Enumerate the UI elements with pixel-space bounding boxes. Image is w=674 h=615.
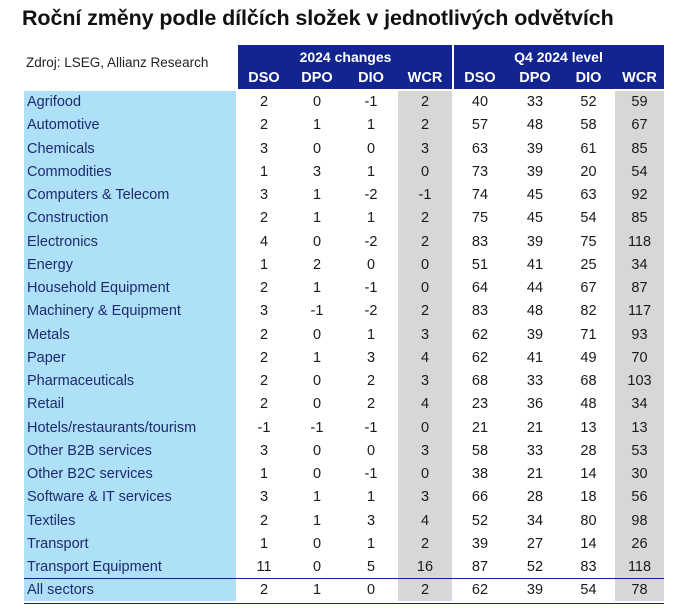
cell-wcr-level: 53 (631, 442, 648, 459)
total-row (0, 579, 674, 602)
cell-dso-change: 3 (259, 442, 269, 459)
cell-dpo-level: 39 (526, 140, 544, 157)
cell-dso-change: -1 (257, 419, 271, 436)
column-header-dpo-change: DPO (301, 70, 333, 86)
cell-dpo-level: 39 (526, 163, 544, 180)
cell-wcr-level: 118 (627, 559, 652, 575)
cell-dso-level: 87 (471, 559, 489, 575)
cell-dpo-change: -1 (310, 419, 324, 436)
cell-dso-change: 1 (259, 466, 269, 482)
table-row (0, 207, 674, 230)
cell-dso-change: 2 (259, 280, 269, 296)
cell-dpo-level: 39 (526, 233, 544, 250)
cell-dpo-level: 45 (526, 210, 544, 227)
cell-wcr-level: 34 (631, 256, 648, 273)
cell-dso-level: 83 (471, 233, 489, 250)
cell-dpo-change: -1 (310, 303, 324, 320)
cell-wcr-level: 30 (631, 466, 648, 482)
cell-dio-level: 63 (580, 187, 597, 203)
cell-wcr-change: 2 (420, 117, 430, 134)
table-row (0, 254, 674, 277)
cell-wcr-change: 0 (420, 256, 430, 273)
table-row (0, 161, 674, 184)
cell-dio-level: 13 (580, 419, 597, 436)
cell-dso-change: 2 (259, 373, 269, 389)
table-row (0, 440, 674, 463)
cell-wcr-change: 2 (420, 535, 430, 552)
cell-dio-change: -1 (364, 94, 378, 110)
cell-dso-change: 3 (259, 489, 269, 506)
cell-dio-level: 18 (580, 489, 597, 506)
total-separator-line (24, 578, 664, 579)
table-row (0, 556, 674, 579)
cell-wcr-level: 13 (631, 419, 648, 436)
cell-dpo-change: 0 (312, 559, 322, 575)
cell-dio-change: 1 (366, 210, 376, 227)
cell-wcr-level: 54 (631, 163, 648, 180)
column-header-dpo-level: DPO (519, 70, 551, 86)
cell-dio-change: 1 (366, 535, 376, 552)
cell-dso-level: 40 (471, 94, 489, 110)
cell-dio-level: 58 (580, 117, 597, 134)
sector-name: Software & IT services (27, 489, 172, 506)
cell-wcr-change: 4 (420, 512, 430, 529)
table-row (0, 510, 674, 533)
sector-name: Retail (27, 396, 65, 413)
cell-wcr-change: 16 (416, 559, 434, 575)
cell-dpo-level: 44 (526, 280, 544, 296)
cell-dpo-change: 0 (312, 396, 322, 413)
cell-dso-change: 1 (259, 535, 269, 552)
cell-dso-change: 3 (259, 187, 269, 203)
cell-dio-change: 5 (366, 559, 376, 575)
table-row (0, 417, 674, 440)
table-row (0, 277, 674, 300)
cell-dpo-level: 21 (526, 419, 544, 436)
cell-dio-change: 0 (366, 256, 376, 273)
cell-dpo-level: 39 (526, 582, 544, 599)
cell-dpo-level: 45 (526, 187, 544, 203)
table-row (0, 324, 674, 347)
cell-dso-change: 2 (259, 512, 269, 529)
cell-dpo-change: 0 (312, 442, 322, 459)
cell-wcr-change: 3 (420, 489, 430, 506)
cell-dio-change: -2 (364, 303, 378, 320)
cell-dpo-change: 1 (312, 187, 322, 203)
cell-dpo-change: 0 (312, 233, 322, 250)
cell-dio-change: 2 (366, 396, 376, 413)
cell-dso-level: 68 (471, 373, 489, 389)
column-header-wcr-change: WCR (407, 70, 443, 86)
cell-dpo-change: 1 (312, 280, 322, 296)
column-header-dio-level: DIO (575, 70, 602, 86)
cell-dpo-level: 36 (526, 396, 544, 413)
cell-dpo-level: 41 (526, 256, 544, 273)
cell-wcr-level: 34 (631, 396, 648, 413)
cell-dio-level: 14 (580, 535, 597, 552)
sector-name: Agrifood (27, 94, 82, 110)
column-header-wcr-level: WCR (622, 70, 657, 86)
cell-dpo-change: 3 (312, 163, 322, 180)
table-row (0, 393, 674, 416)
cell-dso-level: 52 (471, 512, 489, 529)
cell-wcr-level: 98 (631, 512, 648, 529)
table-row (0, 533, 674, 556)
cell-dpo-level: 48 (526, 117, 544, 134)
sector-name: Textiles (27, 512, 76, 529)
cell-dpo-change: 1 (312, 210, 322, 227)
cell-dso-level: 21 (471, 419, 489, 436)
cell-dio-change: -2 (364, 233, 378, 250)
cell-wcr-level: 103 (627, 373, 652, 389)
cell-dso-level: 63 (471, 140, 489, 157)
cell-dpo-level: 27 (526, 535, 544, 552)
table-row (0, 463, 674, 486)
cell-wcr-change: 0 (420, 163, 430, 180)
table-row (0, 91, 674, 114)
cell-dso-level: 73 (471, 163, 489, 180)
cell-wcr-change: 2 (420, 582, 430, 599)
sector-name: Transport Equipment (27, 559, 162, 575)
cell-wcr-level: 59 (631, 94, 648, 110)
cell-dio-level: 75 (580, 233, 597, 250)
column-header-dso-level: DSO (464, 70, 496, 86)
cell-wcr-level: 117 (627, 303, 652, 320)
sector-name: Pharmaceuticals (27, 373, 135, 389)
cell-dio-change: -1 (364, 280, 378, 296)
cell-dio-level: 67 (580, 280, 597, 296)
cell-dio-change: 0 (366, 582, 376, 599)
cell-wcr-level: 78 (631, 582, 648, 599)
cell-dpo-level: 33 (526, 442, 544, 459)
sector-name: Other B2C services (27, 466, 153, 482)
cell-dso-level: 39 (471, 535, 489, 552)
table-row (0, 231, 674, 254)
cell-wcr-change: 0 (420, 419, 430, 436)
cell-dso-change: 2 (259, 396, 269, 413)
cell-dpo-level: 52 (526, 559, 544, 575)
cell-dio-change: 3 (366, 512, 376, 529)
cell-dio-change: 1 (366, 489, 376, 506)
cell-dpo-change: 1 (312, 117, 322, 134)
sector-name: Household Equipment (27, 280, 170, 296)
cell-dio-change: -1 (364, 419, 378, 436)
sector-name: Construction (27, 210, 109, 227)
cell-dpo-level: 33 (526, 373, 544, 389)
cell-dio-change: 0 (366, 140, 376, 157)
cell-dpo-change: 0 (312, 326, 322, 343)
cell-dio-level: 14 (580, 466, 597, 482)
cell-dso-level: 38 (471, 466, 489, 482)
cell-wcr-level: 87 (631, 280, 648, 296)
cell-dso-change: 2 (259, 326, 269, 343)
table-row (0, 300, 674, 323)
cell-dio-change: 2 (366, 373, 376, 389)
cell-dso-level: 51 (471, 256, 489, 273)
cell-dio-level: 68 (580, 373, 597, 389)
cell-dpo-change: 0 (312, 94, 322, 110)
cell-dio-level: 28 (580, 442, 597, 459)
cell-dso-level: 23 (471, 396, 489, 413)
cell-wcr-level: 93 (631, 326, 648, 343)
column-header-dso-change: DSO (248, 70, 280, 86)
cell-dso-level: 75 (471, 210, 489, 227)
sector-name: Hotels/restaurants/tourism (27, 419, 197, 436)
table-row (0, 184, 674, 207)
cell-wcr-change: -1 (418, 187, 432, 203)
cell-dpo-change: 1 (312, 349, 322, 366)
cell-dio-level: 61 (580, 140, 597, 157)
cell-wcr-change: 4 (420, 349, 430, 366)
cell-wcr-change: 2 (420, 94, 430, 110)
cell-wcr-level: 85 (631, 210, 648, 227)
cell-dpo-change: 0 (312, 535, 322, 552)
cell-wcr-change: 0 (420, 280, 430, 296)
cell-dso-change: 1 (259, 163, 269, 180)
cell-dpo-change: 0 (312, 466, 322, 482)
table-row (0, 486, 674, 509)
cell-dpo-change: 1 (312, 582, 322, 599)
cell-dpo-level: 41 (526, 349, 544, 366)
cell-dpo-change: 0 (312, 373, 322, 389)
cell-wcr-change: 0 (420, 466, 430, 482)
cell-dso-change: 3 (259, 303, 269, 320)
cell-dpo-level: 39 (526, 326, 544, 343)
cell-dpo-change: 1 (312, 512, 322, 529)
cell-dio-level: 52 (580, 94, 597, 110)
sector-name: Metals (27, 326, 70, 343)
table-row (0, 138, 674, 161)
cell-dio-change: 3 (366, 349, 376, 366)
cell-dio-level: 82 (580, 303, 597, 320)
sector-name: Other B2B services (27, 442, 152, 459)
cell-dso-change: 2 (259, 349, 269, 366)
cell-dio-change: 1 (366, 117, 376, 134)
cell-wcr-level: 85 (631, 140, 648, 157)
cell-dso-level: 74 (471, 187, 489, 203)
cell-wcr-change: 2 (420, 210, 430, 227)
cell-dio-level: 48 (580, 396, 597, 413)
cell-dio-level: 25 (580, 256, 597, 273)
cell-dio-level: 71 (580, 326, 597, 343)
cell-dio-change: -2 (364, 187, 378, 203)
cell-dso-change: 11 (256, 559, 272, 575)
sector-name: Chemicals (27, 140, 95, 157)
cell-dio-level: 54 (580, 582, 597, 599)
cell-wcr-level: 56 (631, 489, 648, 506)
cell-dpo-change: 1 (312, 489, 322, 506)
cell-wcr-change: 4 (420, 396, 430, 413)
cell-dio-level: 54 (580, 210, 597, 227)
group-header-changes: 2024 changes (299, 49, 392, 65)
table-row (0, 370, 674, 393)
cell-wcr-level: 118 (627, 233, 652, 250)
cell-wcr-change: 2 (420, 233, 430, 250)
source-note: Zdroj: LSEG, Allianz Research (26, 55, 209, 70)
cell-dso-level: 57 (471, 117, 489, 134)
cell-dso-level: 58 (471, 442, 489, 459)
cell-dso-level: 62 (471, 582, 489, 599)
cell-dio-level: 20 (580, 163, 597, 180)
cell-wcr-level: 70 (631, 349, 648, 366)
cell-wcr-level: 92 (631, 187, 648, 203)
cell-dio-level: 49 (580, 349, 597, 366)
cell-dso-level: 64 (471, 280, 489, 296)
table-row (0, 114, 674, 137)
sector-name: Energy (27, 256, 73, 273)
group-header-level: Q4 2024 level (514, 49, 603, 65)
cell-wcr-level: 67 (631, 117, 648, 134)
cell-dso-change: 2 (259, 94, 269, 110)
cell-dio-change: 1 (366, 163, 376, 180)
sector-name: Computers & Telecom (27, 187, 170, 203)
cell-dio-change: 1 (366, 326, 376, 343)
cell-dio-level: 83 (580, 559, 597, 575)
cell-dpo-level: 28 (526, 489, 544, 506)
cell-wcr-change: 3 (420, 326, 430, 343)
sector-name: Automotive (27, 117, 100, 134)
sector-name: Machinery & Equipment (27, 303, 181, 320)
cell-dso-level: 62 (471, 326, 489, 343)
sector-name: Electronics (27, 233, 98, 250)
cell-dio-change: 0 (366, 442, 376, 459)
cell-dso-level: 83 (471, 303, 489, 320)
cell-dpo-level: 34 (526, 512, 544, 529)
sector-name: Transport (27, 535, 89, 552)
cell-dio-change: -1 (364, 466, 378, 482)
cell-wcr-change: 3 (420, 442, 430, 459)
cell-dso-level: 66 (471, 489, 489, 506)
cell-dso-change: 2 (259, 582, 269, 599)
table-bottom-line (24, 603, 664, 604)
cell-dpo-level: 33 (526, 94, 544, 110)
cell-dso-change: 2 (259, 117, 269, 134)
column-header-dio-change: DIO (358, 70, 384, 86)
cell-dpo-level: 21 (526, 466, 544, 482)
sector-name: All sectors (27, 582, 94, 599)
cell-wcr-change: 3 (420, 373, 430, 389)
page-title: Roční změny podle dílčích složek v jednotlivých odvětvích (22, 6, 614, 30)
cell-dso-change: 2 (259, 210, 269, 227)
cell-dpo-change: 2 (312, 256, 322, 273)
sector-name: Commodities (27, 163, 112, 180)
cell-wcr-change: 2 (420, 303, 430, 320)
cell-dso-change: 1 (259, 256, 269, 273)
cell-dso-level: 62 (471, 349, 489, 366)
table-row (0, 347, 674, 370)
cell-dso-change: 3 (259, 140, 269, 157)
cell-wcr-level: 26 (631, 535, 648, 552)
cell-wcr-change: 3 (420, 140, 430, 157)
cell-dso-change: 4 (259, 233, 269, 250)
sector-name: Paper (27, 349, 66, 366)
cell-dpo-level: 48 (526, 303, 544, 320)
cell-dpo-change: 0 (312, 140, 322, 157)
cell-dio-level: 80 (580, 512, 597, 529)
